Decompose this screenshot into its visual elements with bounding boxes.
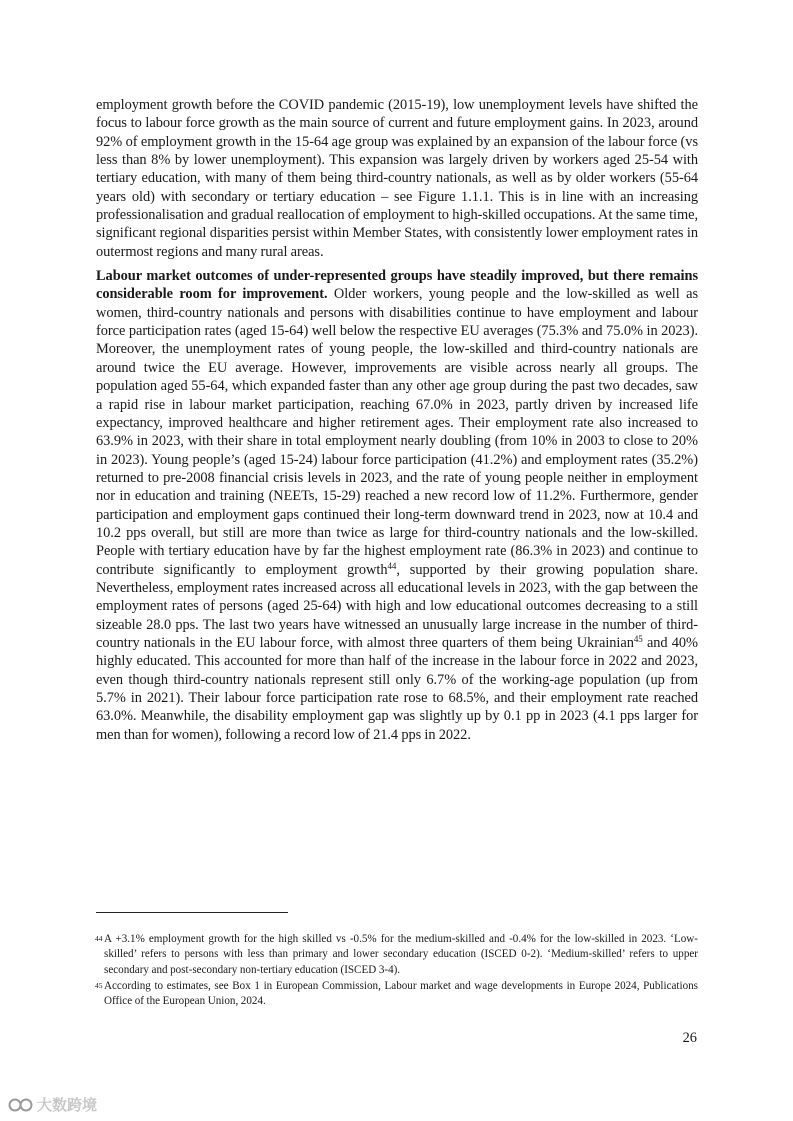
footnote-45 bbox=[96, 979, 698, 1010]
watermark-text: 大数跨境 bbox=[37, 1096, 98, 1114]
footnote-text: A +3.1% employment growth for the high skilled vs -0.5% for the medium-skilled and -0.4% for the low-skilled in 2023. ‘Low-skilled’ refers to persons with less than primary and lower secondary education (ISCED 0-2). ‘Medium-skilled’ refers to upper secondary and post-secondary non-tertiary education (ISCED 3-4). bbox=[104, 933, 698, 976]
footnote-text: According to estimates, see Box 1 in European Commission, Labour market and wage developments in Europe 2024, Publications Office of the European Union, 2024. bbox=[104, 979, 698, 1008]
footnotes bbox=[96, 932, 698, 1009]
paragraph-under-represented-groups bbox=[96, 267, 698, 744]
footnote-ref-45[interactable]: 45 bbox=[633, 633, 643, 644]
footnote-number: 44 bbox=[95, 934, 103, 943]
paragraph-text-part-c: and 40% highly educated. This accounted for more than half of the increase in the labour force in 2022 and 2023, even though third-country nationals represent still only 6.7% of the working-age population (up from 5.7% in 2021). Their labour force participation rate rose to 68.5%, and their employment rate reached 63.0%. Meanwhile, the disability employment gap was slightly up by 0.1 pp in 2023 (4.1 pps larger for men than for women), following a record low of 21.4 pps in 2022. bbox=[96, 634, 698, 743]
footnote-ref-44[interactable]: 44 bbox=[387, 560, 397, 571]
page-number: 26 bbox=[682, 1030, 697, 1046]
watermark bbox=[8, 1094, 97, 1115]
paragraph-employment-growth bbox=[96, 96, 698, 261]
footnote-44 bbox=[96, 932, 698, 978]
paragraph-text: employment growth before the COVID pandemic (2015-19), low unemployment levels have shifted the focus to labour force growth as the main source of current and future employment gains. In 2023, around 92% of employment growth in the 15-64 age group was explained by an expansion of the labour force (vs less than 8% by lower unemployment). This expansion was largely driven by workers aged 25-54 with tertiary education, with many of them being third-country nationals, as well as by older workers (55-64 years old) with secondary or tertiary education – see Figure 1.1.1. This is in line with an increasing professionalisation and gradual reallocation of employment to high-skilled occupations. At the same time, significant regional disparities persist within Member States, with consistently lower employment rates in outermost regions and many rural areas. bbox=[96, 97, 698, 260]
footnote-separator bbox=[96, 912, 288, 913]
footnote-number: 45 bbox=[95, 980, 103, 990]
watermark-logo-icon bbox=[8, 1097, 34, 1113]
paragraph-text-part-a: Older workers, young people and the low-skilled as well as women, third-country nationals and persons with disabilities continue to have employment and labour force participation rates (aged 15-64) well below the respective EU averages (75.3% and 75.0% in 2023). Moreover, the unemployment rates of young people, the low-skilled and third-country nationals are around twice the EU average. However, improvements are visible across nearly all groups. The population aged 55-64, which expanded faster than any other age group during the past two decades, saw a rapid rise in labour market participation, reaching 67.0% in 2023, partly driven by increased life expectancy, improved healthcare and higher retirement ages. Their employment rate also increased to 63.9% in 2023, with their share in total employment nearly doubling (from 10% in 2003 to close to 20% in 2023). Young people’s (aged 15-24) labour force participation (41.2%) and employment rates (35.2%) returned to pre-2008 financial crisis levels in 2023, and the rate of young people neither in employment nor in education and training (NEETs, 15-29) reached a new record low of 11.2%. Furthermore, gender participation and employment gaps continued their long-term downward trend in 2023, now at 10.4 and 10.2 pps overall, but still are more than twice as large for third-country nationals and the low-skilled. People with tertiary education have by far the highest employment rate (86.3% in 2023) and continue to contribute significantly to employment growth bbox=[96, 286, 698, 578]
main-text bbox=[96, 96, 698, 744]
paragraph-lead: Labour market outcomes of under-represented groups have steadily improved, but there remains considerable room for improvement. bbox=[96, 268, 698, 303]
paragraph-text-part-b: , supported by their growing population share. Nevertheless, employment rates increased across all educational levels in 2023, with the gap between the employment rates of persons (aged 25-64) with high and low educational outcomes decreasing to a still sizeable 28.0 pps. The last two years have witnessed an unusually large increase in the number of third-country nationals in the EU labour force, with almost three quarters of them being Ukrainian bbox=[96, 561, 699, 651]
